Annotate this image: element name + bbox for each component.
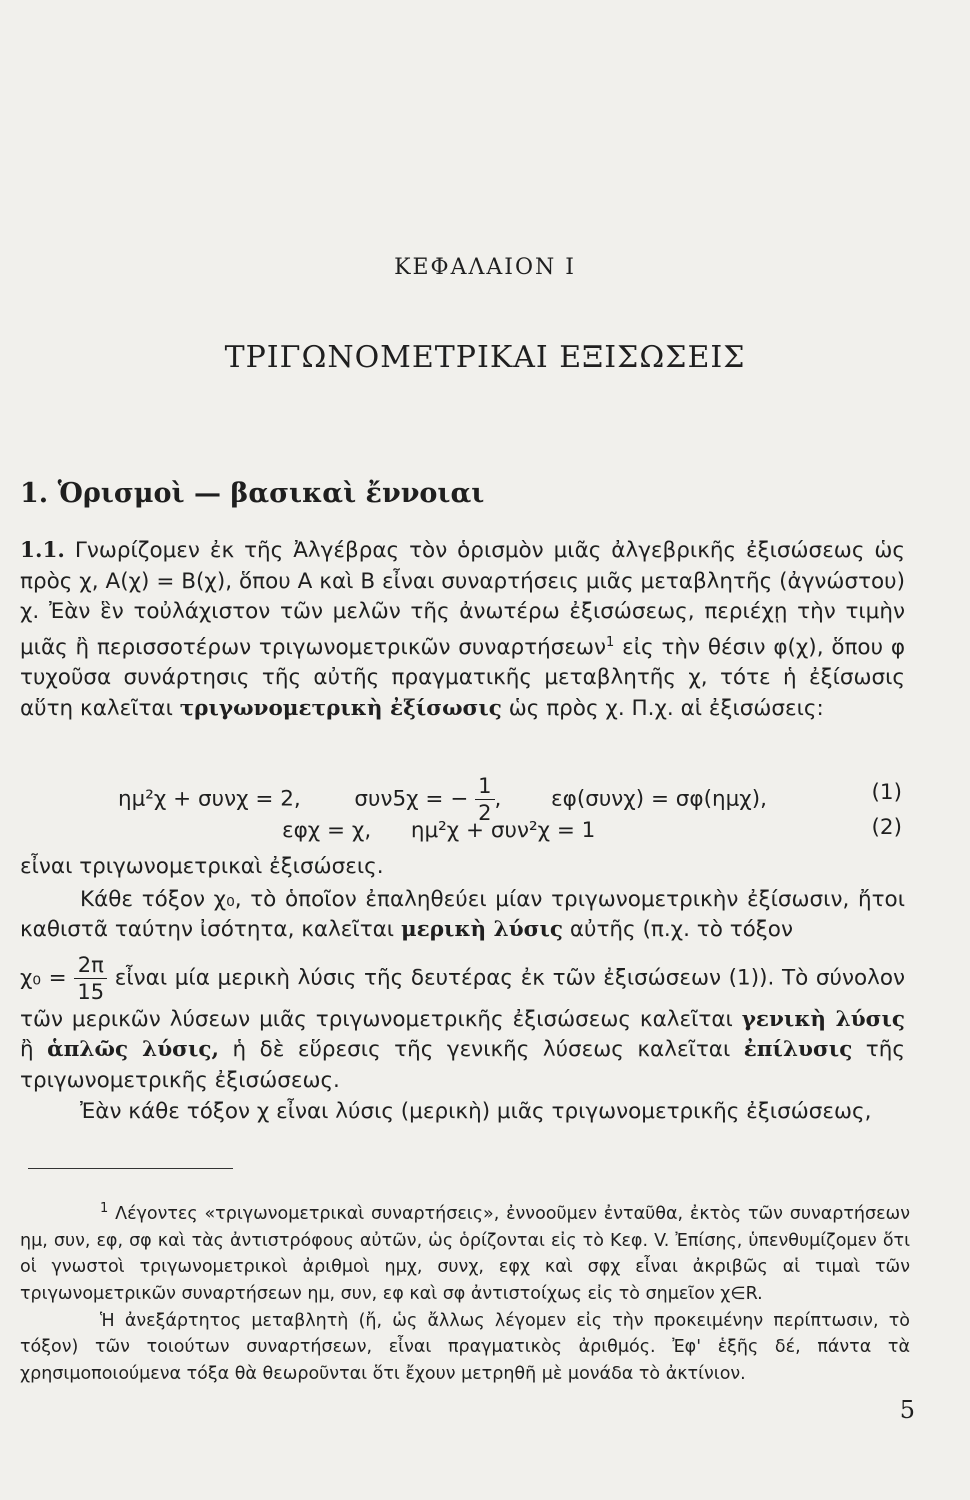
footnote-divider	[28, 1168, 233, 1169]
paragraph-2-line-0: εἶναι τριγωνομετρικαὶ ἐξισώσεις.	[20, 854, 384, 879]
equation-1b: συν5χ = −	[354, 786, 469, 812]
paragraph-2-text-b: αὐτῆς (π.χ. τὸ τόξον	[569, 917, 793, 942]
paragraph-2-text-d: ἢ	[20, 1037, 34, 1062]
equation-2a: εφχ = χ,	[282, 818, 372, 843]
term-solving: ἐπίλυσις	[743, 1037, 853, 1062]
term-simply-solution: ἁπλῶς λύσις,	[47, 1037, 219, 1062]
paragraph-1-text-c: ὡς πρὸς χ. Π.χ. αἱ ἐξισώσεις:	[508, 695, 824, 721]
page-number: 5	[899, 1396, 915, 1424]
paragraph-1-text-b: εἰς τὴν θέσιν φ(χ), ὅπου φ τυχοῦσα συνάρτησις τῆς αὐτῆς πραγματικῆς μεταβλητῆς χ, τότε ἡ ἐξίσωσις αὕτη καλεῖται	[20, 634, 906, 721]
equation-label-2: (2)	[871, 815, 902, 840]
main-title: ΤΡΙΓΩΝΟΜΕΤΡΙΚΑΙ ΕΞΙΣΩΣΕΙΣ	[224, 340, 746, 375]
paragraph-3: Ἐὰν κάθε τόξον χ εἶναι λύσις (μερικὴ) μιᾶς τριγωνομετρικῆς ἐξισώσεως,	[80, 1099, 872, 1124]
equation-2b: ημ²χ + συν²χ = 1	[410, 818, 596, 843]
equation-label-1: (1)	[871, 780, 902, 805]
paragraph-number: 1.1.	[20, 538, 65, 563]
fraction-two-pi-over-fifteen: $\frac{2\pi}{15}$	[74, 952, 107, 1005]
paragraph-2-text-a: Κάθε τόξον χ₀, τὸ ὁποῖον ἐπαληθεύει μίαν τριγωνομετρικὴν ἐξίσωσιν, ἤτοι καθιστᾶ ταύτην ἰσότητα, καλεῖται	[20, 886, 905, 942]
paragraph-1-text-a: Γνωρίζομεν ἐκ τῆς Ἀλγέβρας τὸν ὁρισμὸν μιᾶς ἀλγεβρικῆς ἐξισώσεως ὡς πρὸς χ, Α(χ) = Β(χ), ὅπου Α καὶ Β εἶναι συναρτήσεις μιᾶς μεταβλητῆς (ἀγνώστου) χ. Ἐὰν ἓν τοὐλάχιστον τῶν μελῶν τῆς ἀνωτέρω ἐξισώσεως, περιέχῃ τὴν τιμὴν μιᾶς ἢ περισσοτέρων τριγωνομετρικῶν συναρτήσεων	[20, 538, 905, 660]
x0-symbol: χ₀ =	[20, 965, 67, 990]
equation-line-2	[282, 818, 595, 843]
equation-1a: ημ²χ + συνχ = 2,	[118, 786, 301, 812]
paragraph-2-text-e: ἡ δὲ εὕρεσις τῆς γενικῆς λύσεως καλεῖται	[232, 1037, 731, 1062]
paragraph-1	[20, 536, 905, 724]
term-particular-solution: μερικὴ λύσις	[400, 917, 564, 942]
term-trigonometric-equation: τριγωνομετρικὴ ἐξίσωσις	[179, 695, 502, 721]
paragraph-2-text-f: τῆς τριγωνομετρικῆς ἐξισώσεως.	[20, 1037, 905, 1093]
term-general-solution: γενικὴ λύσις	[741, 1006, 905, 1032]
equation-1c: εφ(συνχ) = σφ(ημχ),	[551, 786, 767, 812]
chapter-label: ΚΕΦΑΛΑΙΟΝ Ι	[394, 255, 576, 280]
footnote	[20, 1196, 910, 1388]
fraction-one-half: $\frac{1}{2}$	[475, 773, 494, 826]
paragraph-2-text-c: εἶναι μία μερικὴ λύσις τῆς δευτέρας ἐκ τῶν ἐξισώσεων (1)). Τὸ σύνολον τῶν μερικῶν λύσεων μιᾶς τριγωνομετρικῆς ἐξισώσεως καλεῖται	[20, 965, 906, 1032]
footnote-reference: 1	[606, 634, 615, 650]
equation-line-1: ημ²χ + συνχ = 2, συν5χ = − $\frac{1}{2}$ , εφ(συνχ) = σφ(ημχ),	[118, 774, 767, 825]
footnote-text-2: Ἡ ἀνεξάρτητος μεταβλητὴ (ἤ, ὡς ἄλλως λέγομεν εἰς τὴν προκειμένην περίπτωσιν, τὸ τόξον) τῶν τοιούτων συναρτήσεων, εἶναι πραγματικὸς ἀριθμός. Ἐφ' ἑξῆς δέ, πάντα τὰ χρησιμοποιούμενα τόξα θὰ θεωροῦνται ὅτι ἔχουν μετρηθῆ μὲ μονάδα τὸ ἀκτίνιον.	[20, 1310, 910, 1385]
footnote-mark: 1	[100, 1201, 109, 1216]
section-heading: 1. Ὁρισμοὶ — βασικαὶ ἔννοιαι	[20, 478, 485, 509]
paragraph-2	[20, 852, 905, 1096]
footnote-text-1: Λέγοντες «τριγωνομετρικαὶ συναρτήσεις», ἐννοοῦμεν ἐνταῦθα, ἐκτὸς τῶν συναρτήσεων ημ, συν, εφ, σφ καὶ τὰς ἀντιστρόφους αὐτῶν, ὡς ὁρίζονται εἰς τὸ Κεφ. V. Ἐπίσης, ὑπενθυμίζομεν ὅτι οἱ γνωστοὶ τριγωνομετρικοὶ ἀριθμοὶ ημχ, συνχ, εφχ καὶ σφχ εἶναι ἀκριβῶς αἱ τιμαὶ τῶν τριγωνομετρικῶν συναρτήσεων ημ, συν, εφ καὶ σφ ἀντιστοίχως εἰς τὸ σημεῖον χ∈R.	[20, 1203, 910, 1304]
